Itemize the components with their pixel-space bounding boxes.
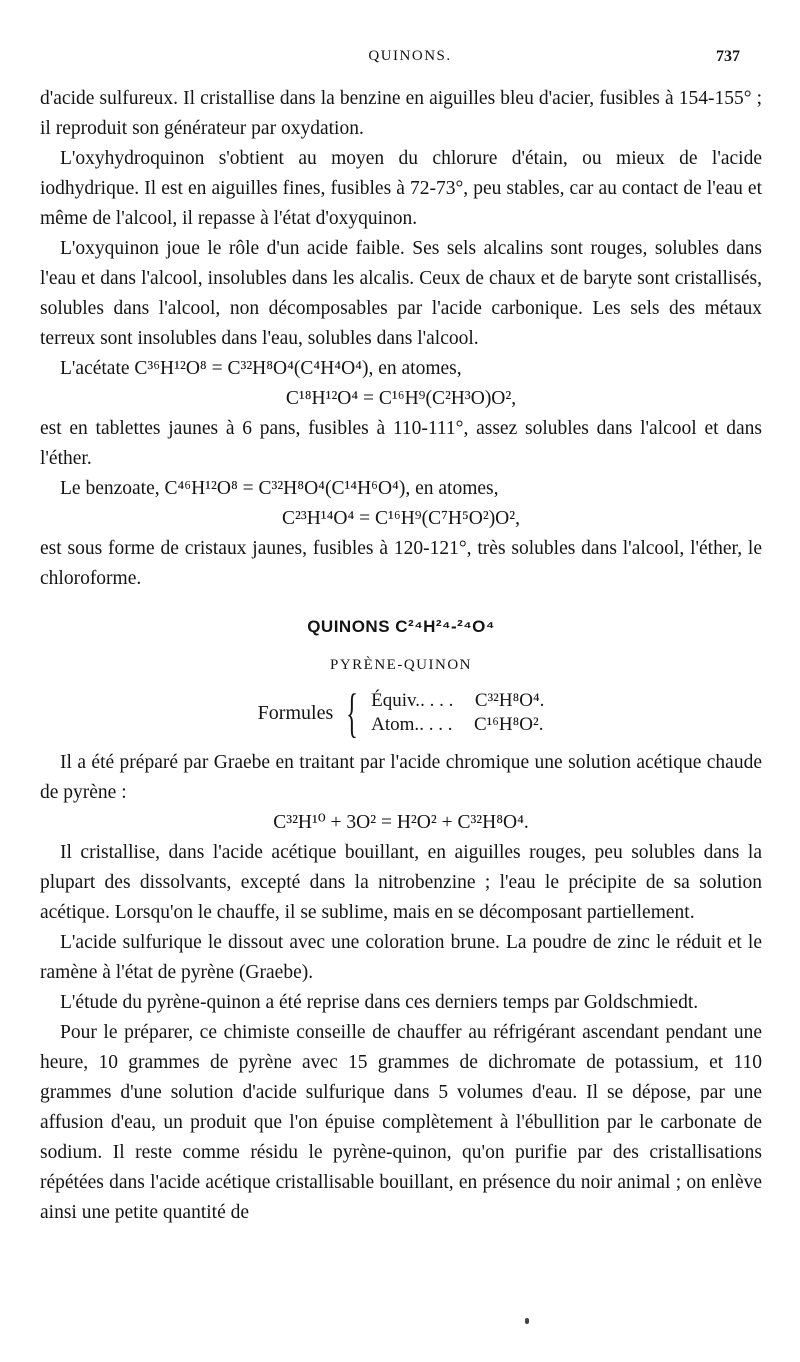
formula-line: C²³H¹⁴O⁴ = C¹⁶H⁹(C⁷H⁵O²)O², [282, 508, 520, 529]
formula-line: C¹⁸H¹²O⁴ = C¹⁶H⁹(C²H³O)O², [285, 388, 517, 409]
paragraph: est en tablettes jaunes à 6 pans, fusibles à 110-111°, assez solubles dans l'alcool et dans l'éther. [40, 418, 762, 469]
brace-glyph: { [346, 683, 359, 743]
formula-rows [371, 689, 544, 737]
paragraph: Le benzoate, C⁴⁶H¹²O⁸ = C³²H⁸O⁴(C¹⁴H⁶O⁴), en atomes, [60, 478, 499, 499]
formula-name: Équiv. [371, 690, 421, 711]
paragraph: L'acide sulfurique le dissout avec une coloration brune. La poudre de zinc le réduit et le ramène à l'état de pyrène (Graebe). [40, 932, 762, 983]
text-block-pyrene-quinon [40, 748, 762, 1228]
paragraph: d'acide sulfureux. Il cristallise dans la benzine en aiguilles bleu d'acier, fusibles à 154-155° ; il reproduit son générateur par oxydation. [40, 88, 762, 139]
subsection-heading: PYRÈNE-QUINON [330, 657, 472, 673]
page-number: 737 [716, 48, 740, 65]
paragraph: est sous forme de cristaux jaunes, fusibles à 120-121°, très solubles dans l'alcool, l'éther, le chloroforme. [40, 538, 762, 589]
running-title: QUINONS. [368, 48, 452, 64]
formulas-block [40, 683, 762, 743]
formula-value: C¹⁶H⁸O². [473, 714, 544, 735]
paragraph: Il a été préparé par Graebe en traitant par l'acide chromique une solution acétique chaude de pyrène : [40, 752, 762, 803]
paragraph: L'oxyhydroquinon s'obtient au moyen du chlorure d'étain, ou mieux de l'acide iodhydrique. Il est en aiguilles fines, fusibles à 72-73°, peu stables, car au contact de l'eau et même de l'alcool, il repasse à l'état d'oxyquinon. [40, 148, 762, 229]
paragraph: Il cristallise, dans l'acide acétique bouillant, en aiguilles rouges, peu solubles dans la plupart des dissolvants, excepté dans la nitrobenzine ; l'eau le précipite de sa solution acétique. Lorsqu'on le chauffe, il se sublime, mais en se décomposant partiellement. [40, 842, 762, 923]
paragraph: L'oxyquinon joue le rôle d'un acide faible. Ses sels alcalins sont rouges, solubles dans l'eau et dans l'alcool, insolubles dans les alcalis. Ceux de chaux et de baryte sont cristallisés, solubles dans l'alcool, non décomposables par l'acide carbonique. Les sels des métaux terreux sont insolubles dans l'eau, solubles dans l'alcool. [40, 238, 762, 349]
text-block-oxyquinon [40, 84, 762, 594]
formulas-label: Formules [257, 702, 334, 724]
formula-row-equiv: Équiv.. . . . C³²H⁸O⁴. [371, 690, 545, 711]
formula-line: C³²H¹⁰ + 3O² = H²O² + C³²H⁸O⁴. [273, 812, 529, 833]
formula-name: Atom. [371, 714, 420, 735]
section-heading: QUINONS C²⁴H²⁴-²⁴O⁴ [307, 617, 495, 636]
running-header [80, 48, 740, 74]
paragraph: L'acétate C³⁶H¹²O⁸ = C³²H⁸O⁴(C⁴H⁴O⁴), en atomes, [60, 358, 462, 379]
formula-row-atom: Atom.. . . . C¹⁶H⁸O². [371, 714, 544, 735]
paragraph: L'étude du pyrène-quinon a été reprise dans ces derniers temps par Goldschmiedt. [60, 992, 699, 1013]
formula-value: C³²H⁸O⁴. [474, 690, 545, 711]
paragraph: Pour le préparer, ce chimiste conseille de chauffer au réfrigérant ascendant pendant une heure, 10 grammes de pyrène avec 15 grammes de dichromate de potassium, et 110 grammes d'une solution d'acide sulfurique dans 5 volumes d'eau. Il se dépose, par une affusion d'eau, un produit que l'on épuise complètement à l'ébullition par le carbonate de sodium. Il reste comme résidu le pyrène-quinon, qu'on purifie par des cristallisations répétées dans l'acide acétique cristallisable bouillant, en présence du noir animal ; on enlève ainsi une petite quantité de [40, 1022, 762, 1223]
ink-speck [525, 1318, 529, 1324]
page-body [40, 84, 762, 1228]
